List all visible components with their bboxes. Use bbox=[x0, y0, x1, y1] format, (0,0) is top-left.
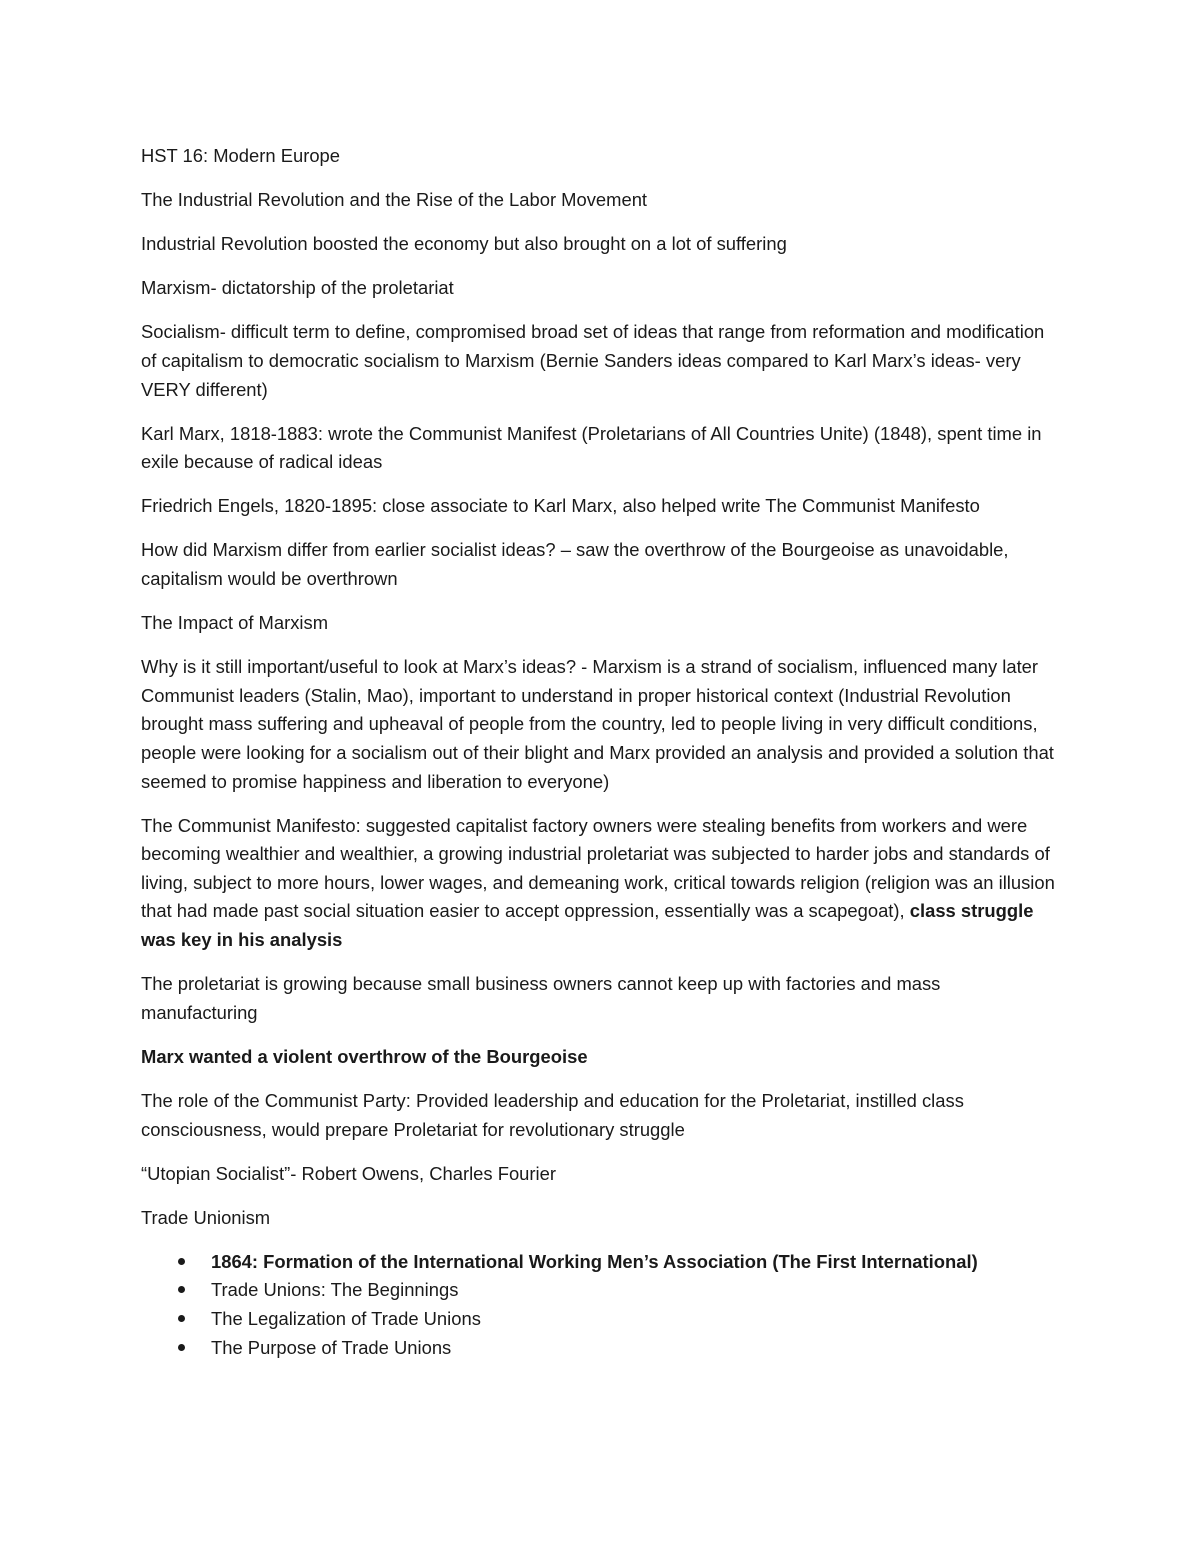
paragraph-industrial-revolution: Industrial Revolution boosted the economy but also brought on a lot of suffering bbox=[141, 233, 787, 255]
list-item-text: 1864: Formation of the International Working Men’s Association (The First International) bbox=[211, 1250, 978, 1272]
bullet-icon bbox=[178, 1286, 185, 1293]
list-item bbox=[141, 1248, 1056, 1277]
paragraph-marxism-differ: How did Marxism differ from earlier socialist ideas? – saw the overthrow of the Bourgeoise as unavoidable, capitalism would be overthrown bbox=[141, 539, 1009, 590]
list-item-text: Trade Unions: The Beginnings bbox=[211, 1279, 459, 1301]
manifesto-bold-text: class struggle was key in his analysis bbox=[141, 900, 1034, 951]
paragraph-engels: Friedrich Engels, 1820-1895: close associate to Karl Marx, also helped write The Communist Manifesto bbox=[141, 495, 980, 517]
bullet-icon bbox=[178, 1315, 185, 1322]
paragraph-karl-marx: Karl Marx, 1818-1883: wrote the Communist Manifest (Proletarians of All Countries Unite) (1848), spent time in exile because of radical ideas bbox=[141, 422, 1042, 473]
paragraph-communist-manifesto bbox=[141, 812, 1056, 955]
lecture-title: The Industrial Revolution and the Rise of the Labor Movement bbox=[141, 189, 648, 211]
manifesto-text: The Communist Manifesto: suggested capitalist factory owners were stealing benefits from workers and were becoming wealthier and wealthier, a growing industrial proletariat was subjected to harder jobs and standards of living, subject to more hours, lower wages, and demeaning work, critical towards religion (religion was an illusion that had made past social situation easier to accept oppression, essentially was a scapegoat), bbox=[141, 814, 1055, 922]
list-item bbox=[141, 1334, 1056, 1363]
paragraph-communist-party: The role of the Communist Party: Provided leadership and education for the Proletariat, instilled class consciousness, would prepare Proletariat for revolutionary struggle bbox=[141, 1089, 964, 1140]
paragraph-proletariat-growing: The proletariat is growing because small business owners cannot keep up with factories and mass manufacturing bbox=[141, 973, 941, 1023]
paragraph-violent-overthrow: Marx wanted a violent overthrow of the Bourgeoise bbox=[141, 1045, 588, 1067]
paragraph-marxism: Marxism- dictatorship of the proletariat bbox=[141, 277, 454, 299]
document-page bbox=[141, 142, 1056, 1362]
list-item-text: The Legalization of Trade Unions bbox=[211, 1308, 481, 1329]
heading-trade-unionism: Trade Unionism bbox=[141, 1206, 271, 1228]
paragraph-why-important: Why is it still important/useful to look at Marx’s ideas? - Marxism is a strand of socialism, influenced many later Communist leaders (Stalin, Mao), important to understand in proper historical context (Industrial Revolution brought mass suffering and upheaval of people from the country, led to people living in very difficult conditions, people were looking for a socialism out of their blight and Marx provided an analysis and provided a solution that seemed to promise happiness and liberation to everyone) bbox=[141, 656, 1054, 792]
paragraph-utopian-socialist: “Utopian Socialist”- Robert Owens, Charles Fourier bbox=[141, 1162, 556, 1184]
trade-unionism-list bbox=[141, 1248, 1056, 1362]
course-title: HST 16: Modern Europe bbox=[141, 145, 341, 166]
list-item bbox=[141, 1305, 1056, 1334]
heading-impact-of-marxism: The Impact of Marxism bbox=[141, 612, 329, 634]
bullet-icon bbox=[178, 1344, 185, 1351]
list-item bbox=[141, 1276, 1056, 1305]
bullet-icon bbox=[178, 1258, 185, 1265]
paragraph-socialism: Socialism- difficult term to define, compromised broad set of ideas that range from reformation and modification of capitalism to democratic socialism to Marxism (Bernie Sanders ideas compared to Karl Marx’s ideas- very VERY different) bbox=[141, 321, 1045, 400]
list-item-text: The Purpose of Trade Unions bbox=[211, 1336, 452, 1358]
